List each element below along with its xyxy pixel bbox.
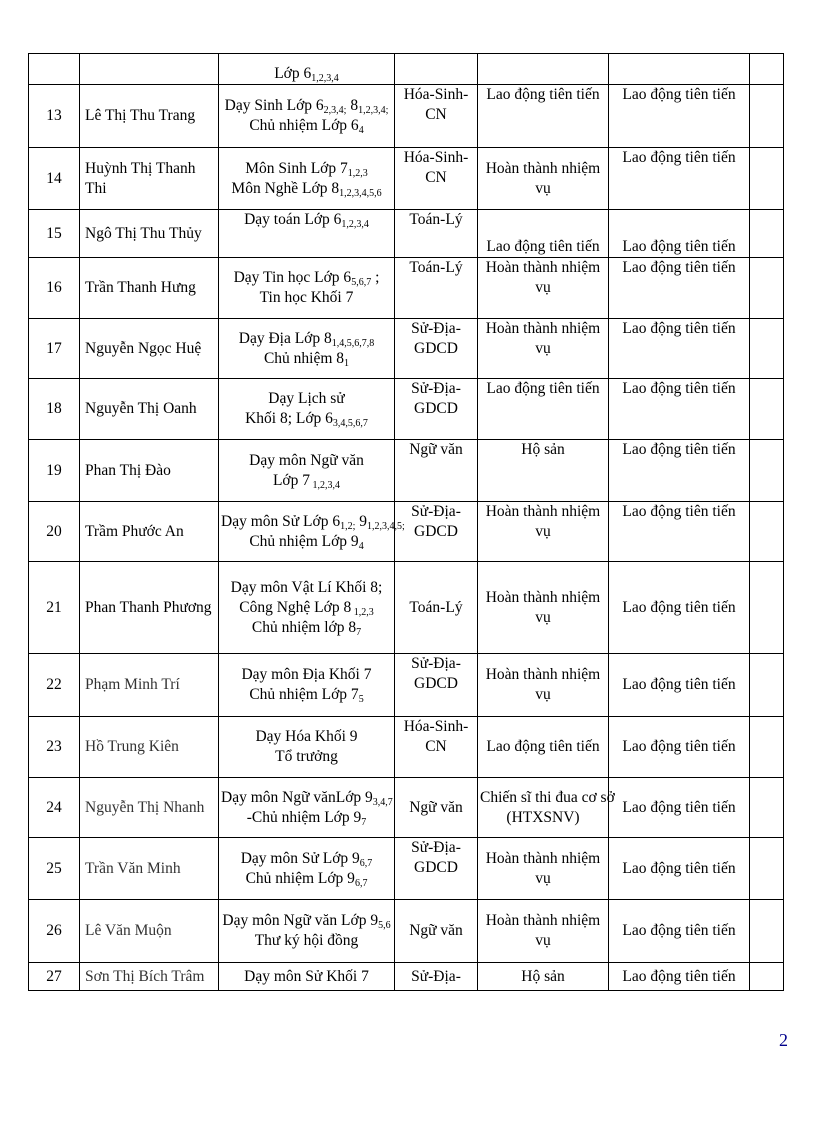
- table-row: [29, 319, 784, 379]
- subject-group: Sử-Địa- GDCD: [395, 654, 478, 717]
- table-body: [29, 54, 784, 991]
- assignment-cell: Dạy Lịch sử Khối 8; Lớp $6_{3,4,5,6,7}$: [219, 379, 395, 440]
- row-number: 15: [29, 210, 80, 258]
- teacher-name: Lê Văn Muộn: [80, 900, 219, 963]
- table-row: [29, 85, 784, 148]
- evaluation-1: Hoàn thành nhiệm vụ: [478, 148, 609, 210]
- evaluation-2: Lao động tiên tiến: [609, 778, 750, 838]
- row-number: 20: [29, 502, 80, 562]
- evaluation-2: Lao động tiên tiến: [609, 148, 750, 210]
- extra-cell: [750, 258, 784, 319]
- row-number: 16: [29, 258, 80, 319]
- extra-cell: [750, 210, 784, 258]
- row-number: 14: [29, 148, 80, 210]
- evaluation-2: Lao động tiên tiến: [609, 440, 750, 502]
- row-number: 25: [29, 838, 80, 900]
- evaluation-2: Lao động tiên tiến: [609, 210, 750, 258]
- table-row: [29, 838, 784, 900]
- assignment-cell: Lớp $6_{1,2,3,4}$: [219, 54, 395, 85]
- row-number: 23: [29, 717, 80, 778]
- extra-cell: [750, 319, 784, 379]
- evaluation-2: Lao động tiên tiến: [609, 258, 750, 319]
- assignment-cell: Dạy toán Lớp $6_{1,2,3,4}$: [219, 210, 395, 258]
- subject-group: Hóa-Sinh- CN: [395, 148, 478, 210]
- assignment-cell: Dạy môn Vật Lí Khối 8; Công Nghệ Lớp 8 $_{1,2,3}$ Chủ nhiệm lớp $8_7$: [219, 562, 395, 654]
- evaluation-1: Hoàn thành nhiệm vụ: [478, 319, 609, 379]
- teacher-name: Phạm Minh Trí: [80, 654, 219, 717]
- table-row: [29, 148, 784, 210]
- table-row: [29, 502, 784, 562]
- teacher-name: Trần Thanh Hưng: [80, 258, 219, 319]
- subject-group: Sử-Địa-: [395, 963, 478, 991]
- row-number: 24: [29, 778, 80, 838]
- extra-cell: [750, 654, 784, 717]
- assignment-cell: Dạy môn Sử Lớp $9_{6,7}$ Chủ nhiệm Lớp $9_{6,7}$: [219, 838, 395, 900]
- subject-group: Ngữ văn: [395, 440, 478, 502]
- evaluation-1: Lao động tiên tiến: [478, 379, 609, 440]
- row-number: [29, 54, 80, 85]
- row-number: 27: [29, 963, 80, 991]
- teacher-name: Ngô Thị Thu Thủy: [80, 210, 219, 258]
- extra-cell: [750, 148, 784, 210]
- row-number: 22: [29, 654, 80, 717]
- table-row: [29, 654, 784, 717]
- evaluation-1: Hoàn thành nhiệm vụ: [478, 900, 609, 963]
- evaluation-2: Lao động tiên tiến: [609, 717, 750, 778]
- table-row: [29, 258, 784, 319]
- subject-group: Toán-Lý: [395, 562, 478, 654]
- teacher-name: Nguyễn Ngọc Huệ: [80, 319, 219, 379]
- assignment-cell: Dạy Tin học Lớp $6_{5,6,7}$ ; Tin học Khối 7: [219, 258, 395, 319]
- subject-group: Hóa-Sinh- CN: [395, 717, 478, 778]
- assignment-cell: Dạy Sinh Lớp $6_{2,3,4;}$ $8_{1,2,3,4;}$ Chủ nhiệm Lớp $6_4$: [219, 85, 395, 148]
- staff-table-container: [28, 53, 783, 991]
- subject-group: Hóa-Sinh- CN: [395, 85, 478, 148]
- assignment-cell: Dạy Hóa Khối 9 Tổ trưởng: [219, 717, 395, 778]
- assignment-cell: Dạy môn Ngữ vănLớp $9_{3,4,7}$ -Chủ nhiệm Lớp $9_7$: [219, 778, 395, 838]
- teacher-name: Huỳnh Thị Thanh Thi: [80, 148, 219, 210]
- teacher-name: Trầm Phước An: [80, 502, 219, 562]
- subject-group: Toán-Lý: [395, 210, 478, 258]
- evaluation-2: Lao động tiên tiến: [609, 379, 750, 440]
- table-row: [29, 210, 784, 258]
- table-row: [29, 963, 784, 991]
- assignment-cell: Dạy môn Ngữ văn Lớp 7 $_{1,2,3,4}$: [219, 440, 395, 502]
- teacher-name: Trần Văn Minh: [80, 838, 219, 900]
- evaluation-1: Hộ sản: [478, 963, 609, 991]
- subject-group: Ngữ văn: [395, 778, 478, 838]
- evaluation-2: [609, 54, 750, 85]
- table-row: [29, 717, 784, 778]
- page-number: 2: [779, 1030, 788, 1050]
- extra-cell: [750, 838, 784, 900]
- table-row: [29, 900, 784, 963]
- teacher-name: Lê Thị Thu Trang: [80, 85, 219, 148]
- subject-group: Toán-Lý: [395, 258, 478, 319]
- subject-group: Sử-Địa- GDCD: [395, 838, 478, 900]
- assignment-cell: Dạy môn Địa Khối 7 Chủ nhiệm Lớp $7_5$: [219, 654, 395, 717]
- staff-evaluation-table: [28, 53, 784, 991]
- evaluation-1: Lao động tiên tiến: [478, 85, 609, 148]
- subject-group: Sử-Địa- GDCD: [395, 502, 478, 562]
- extra-cell: [750, 85, 784, 148]
- evaluation-1: Hoàn thành nhiệm vụ: [478, 258, 609, 319]
- evaluation-1: Hoàn thành nhiệm vụ: [478, 502, 609, 562]
- teacher-name: Sơn Thị Bích Trâm: [80, 963, 219, 991]
- evaluation-1: Chiến sĩ thi đua cơ sở (HTXSNV): [478, 778, 609, 838]
- evaluation-2: Lao động tiên tiến: [609, 963, 750, 991]
- extra-cell: [750, 900, 784, 963]
- extra-cell: [750, 963, 784, 991]
- assignment-cell: Môn Sinh Lớp $7_{1,2,3}$ Môn Nghề Lớp $8_{1,2,3,4,5,6}$: [219, 148, 395, 210]
- row-number: 17: [29, 319, 80, 379]
- evaluation-2: Lao động tiên tiến: [609, 562, 750, 654]
- evaluation-1: Lao động tiên tiến: [478, 210, 609, 258]
- teacher-name: Phan Thanh Phương: [80, 562, 219, 654]
- teacher-name: Nguyễn Thị Nhanh: [80, 778, 219, 838]
- assignment-cell: Dạy môn Ngữ văn Lớp $9_{5,6}$ Thư ký hội đồng: [219, 900, 395, 963]
- row-number: 21: [29, 562, 80, 654]
- subject-group: Ngữ văn: [395, 900, 478, 963]
- extra-cell: [750, 778, 784, 838]
- assignment-cell: Dạy môn Sử Lớp $6_{1,2;}$ $9_{1,2,3,4,5;}$ Chủ nhiệm Lớp $9_4$: [219, 502, 395, 562]
- assignment-cell: Dạy môn Sử Khối 7: [219, 963, 395, 991]
- evaluation-2: Lao động tiên tiến: [609, 654, 750, 717]
- table-row: [29, 54, 784, 85]
- evaluation-1: Hộ sản: [478, 440, 609, 502]
- evaluation-2: Lao động tiên tiến: [609, 319, 750, 379]
- table-row: [29, 379, 784, 440]
- teacher-name: Phan Thị Đào: [80, 440, 219, 502]
- evaluation-1: Lao động tiên tiến: [478, 717, 609, 778]
- row-number: 26: [29, 900, 80, 963]
- extra-cell: [750, 379, 784, 440]
- subject-group: Sử-Địa- GDCD: [395, 319, 478, 379]
- evaluation-1: Hoàn thành nhiệm vụ: [478, 838, 609, 900]
- teacher-name: [80, 54, 219, 85]
- extra-cell: [750, 54, 784, 85]
- teacher-name: Nguyễn Thị Oanh: [80, 379, 219, 440]
- evaluation-2: Lao động tiên tiến: [609, 838, 750, 900]
- teacher-name: Hồ Trung Kiên: [80, 717, 219, 778]
- evaluation-1: Hoàn thành nhiệm vụ: [478, 654, 609, 717]
- evaluation-2: Lao động tiên tiến: [609, 85, 750, 148]
- evaluation-2: Lao động tiên tiến: [609, 502, 750, 562]
- subject-group: [395, 54, 478, 85]
- table-row: [29, 778, 784, 838]
- row-number: 19: [29, 440, 80, 502]
- subject-group: Sử-Địa- GDCD: [395, 379, 478, 440]
- extra-cell: [750, 440, 784, 502]
- evaluation-1: Hoàn thành nhiệm vụ: [478, 562, 609, 654]
- row-number: 18: [29, 379, 80, 440]
- table-row: [29, 440, 784, 502]
- assignment-cell: Dạy Địa Lớp $8_{1,4,5,6,7,8}$ Chủ nhiệm $8_1$: [219, 319, 395, 379]
- extra-cell: [750, 502, 784, 562]
- extra-cell: [750, 562, 784, 654]
- extra-cell: [750, 717, 784, 778]
- table-row: [29, 562, 784, 654]
- row-number: 13: [29, 85, 80, 148]
- evaluation-2: Lao động tiên tiến: [609, 900, 750, 963]
- evaluation-1: [478, 54, 609, 85]
